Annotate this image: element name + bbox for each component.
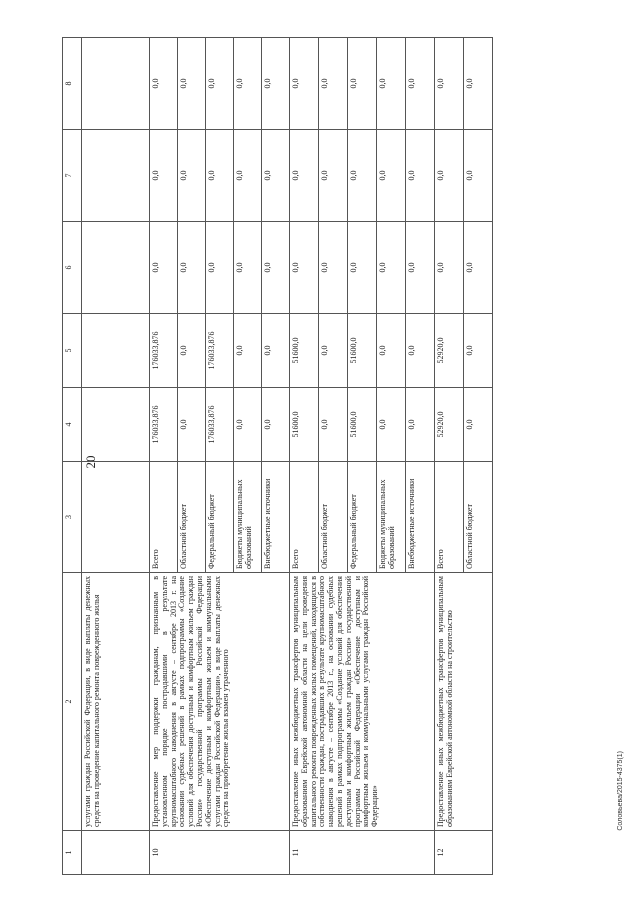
funding-source: Областной бюджет xyxy=(464,462,493,573)
amount-year-2: 0,0 xyxy=(206,222,234,314)
amount-year-4: 0,0 xyxy=(377,38,406,130)
funding-source: Бюджеты муниципальных образований xyxy=(234,462,262,573)
table-row-continuation xyxy=(82,38,150,875)
funding-source: Областной бюджет xyxy=(319,462,348,573)
funding-source: Всего xyxy=(435,462,464,573)
amount-year-1: 51600,0 xyxy=(290,314,319,388)
amount-year-3: 0,0 xyxy=(377,130,406,222)
amount-year-3: 0,0 xyxy=(290,130,319,222)
amount-year-1: 0,0 xyxy=(319,314,348,388)
amount-year-1: 176033,876 xyxy=(150,314,178,388)
funding-source: Федеральный бюджет xyxy=(348,462,377,573)
amount-total: 0,0 xyxy=(178,388,206,462)
amount-total: 0,0 xyxy=(377,388,406,462)
amount-year-4: 0,0 xyxy=(319,38,348,130)
funding-source: Внебюджетные источники xyxy=(406,462,435,573)
table-header-row xyxy=(63,38,82,875)
amount-year-2: 0,0 xyxy=(178,222,206,314)
table-row xyxy=(290,38,319,875)
amount-year-2: 0,0 xyxy=(377,222,406,314)
row-number: 11 xyxy=(290,831,435,875)
funding-source: Областной бюджет xyxy=(178,462,206,573)
col-header-3: 3 xyxy=(63,462,82,573)
amount-year-4: 0,0 xyxy=(435,38,464,130)
amount-year-1: 0,0 xyxy=(234,314,262,388)
footer-doc-code: Соловьева/2015-4375(1) xyxy=(617,751,624,831)
amount-year-2: 0,0 xyxy=(290,222,319,314)
amount-year-1: 0,0 xyxy=(406,314,435,388)
amount-year-4: 0,0 xyxy=(406,38,435,130)
amount-year-4: 0,0 xyxy=(464,38,493,130)
col-header-7: 7 xyxy=(63,130,82,222)
measure-description: Предоставление иных межбюджетных трансфертов муниципальным образованиям Еврейской автономной области на цели проведения капитального ремонта поврежденных жилых помещений, находящихся в собственности граждан, пострадавших в результате крупномасштабного наводнения в августе – сентябре 2013 г., на основании судебных решений в рамках подпрограммы «Создание условий для обеспечения доступным и комфортным жильем граждан России» государственной программы Российской Федерации «Обеспечение доступным и комфортным жильем и коммунальными услугами граждан Российской Федерации» xyxy=(290,573,435,831)
amount-year-3: 0,0 xyxy=(150,130,178,222)
amount-year-3: 0,0 xyxy=(234,130,262,222)
amount-total: 0,0 xyxy=(262,388,290,462)
row-number: 12 xyxy=(435,831,493,875)
measure-description: Предоставление мер поддержки гражданам, признанным в установленном порядке пострадавшими в результате крупномасштабного наводнения в августе – сентябре 2013 г. на основании судебных решений в рамках подпрограммы «Создание условий для обеспечения доступным и комфортным жильем граждан России» государственной программы Российской Федерации «Обеспечение доступным и комфортным жильем и коммунальными услугами граждан Российской Федерации», в виде выплаты денежных средств на приобретение жилья взамен утраченного xyxy=(150,573,290,831)
amount-year-3: 0,0 xyxy=(178,130,206,222)
amount-year-2: 0,0 xyxy=(464,222,493,314)
continuation-text: услугами граждан Российской Федерации, в виде выплаты денежных средств на проведение капитального ремонта поврежденного жилья xyxy=(82,573,150,831)
col-header-5: 5 xyxy=(63,314,82,388)
amount-year-1: 52920,0 xyxy=(435,314,464,388)
amount-year-2: 0,0 xyxy=(319,222,348,314)
col-header-4: 4 xyxy=(63,388,82,462)
amount-year-3: 0,0 xyxy=(348,130,377,222)
amount-total: 0,0 xyxy=(234,388,262,462)
amount-year-4: 0,0 xyxy=(348,38,377,130)
amount-year-3: 0,0 xyxy=(406,130,435,222)
amount-year-1: 0,0 xyxy=(464,314,493,388)
amount-total: 52920,0 xyxy=(435,388,464,462)
amount-year-2: 0,0 xyxy=(348,222,377,314)
amount-total: 51600,0 xyxy=(348,388,377,462)
funding-source: Всего xyxy=(150,462,178,573)
row-number: 10 xyxy=(150,831,290,875)
col-header-2: 2 xyxy=(63,573,82,831)
measure-description: Предоставление иных межбюджетных трансфертов муниципальным образованиям Еврейской автономной области на строительство xyxy=(435,573,493,831)
col-header-8: 8 xyxy=(63,38,82,130)
amount-year-2: 0,0 xyxy=(234,222,262,314)
amount-total: 0,0 xyxy=(464,388,493,462)
amount-year-4: 0,0 xyxy=(234,38,262,130)
amount-year-4: 0,0 xyxy=(206,38,234,130)
amount-year-3: 0,0 xyxy=(262,130,290,222)
amount-year-3: 0,0 xyxy=(464,130,493,222)
col-header-1: 1 xyxy=(63,831,82,875)
amount-year-1: 51600,0 xyxy=(348,314,377,388)
amount-total: 51600,0 xyxy=(290,388,319,462)
table-row xyxy=(435,38,464,875)
amount-year-2: 0,0 xyxy=(406,222,435,314)
amount-year-4: 0,0 xyxy=(262,38,290,130)
rotated-table-container xyxy=(62,38,582,875)
amount-year-1: 0,0 xyxy=(377,314,406,388)
funding-source: Бюджеты муниципальных образований xyxy=(377,462,406,573)
amount-year-3: 0,0 xyxy=(206,130,234,222)
amount-year-4: 0,0 xyxy=(178,38,206,130)
amount-year-1: 0,0 xyxy=(262,314,290,388)
amount-year-4: 0,0 xyxy=(290,38,319,130)
page-number: 20 xyxy=(83,455,98,469)
amount-year-4: 0,0 xyxy=(150,38,178,130)
amount-year-2: 0,0 xyxy=(435,222,464,314)
amount-year-1: 0,0 xyxy=(178,314,206,388)
funding-source: Всего xyxy=(290,462,319,573)
amount-year-2: 0,0 xyxy=(150,222,178,314)
amount-total: 176033,876 xyxy=(206,388,234,462)
amount-year-3: 0,0 xyxy=(435,130,464,222)
col-header-6: 6 xyxy=(63,222,82,314)
table-row xyxy=(150,38,178,875)
amount-total: 0,0 xyxy=(319,388,348,462)
amount-year-3: 0,0 xyxy=(319,130,348,222)
amount-year-2: 0,0 xyxy=(262,222,290,314)
amount-total: 176033,876 xyxy=(150,388,178,462)
funding-source: Внебюджетные источники xyxy=(262,462,290,573)
funding-source: Федеральный бюджет xyxy=(206,462,234,573)
amount-year-1: 176033,876 xyxy=(206,314,234,388)
amount-total: 0,0 xyxy=(406,388,435,462)
budget-table xyxy=(62,37,493,875)
